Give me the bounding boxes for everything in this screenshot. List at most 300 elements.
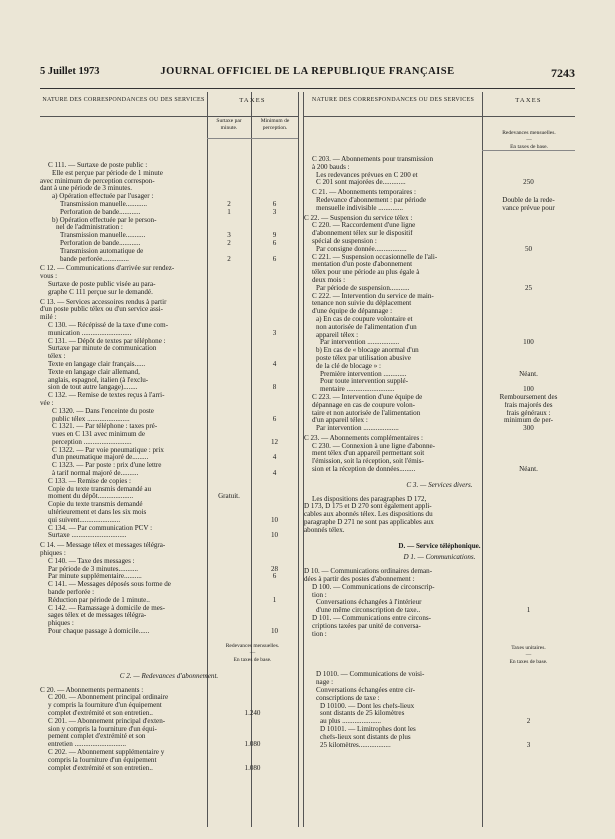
table-row (40, 314, 298, 322)
row-text: phiques : (48, 620, 74, 628)
table-row (40, 416, 298, 424)
row-text: C 141. — Messages déposés sous forme de (48, 581, 171, 589)
left-sub-surtaxe: Surtaxe par minute. (216, 118, 242, 131)
table-row (40, 478, 298, 486)
row-text: Pour toute intervention supplé- (320, 378, 409, 386)
row-text: vues en C 131 avec minimum de (52, 431, 145, 439)
row-text: D 100. — Communications de circonscrip- (312, 583, 435, 591)
page-number: 7243 (551, 66, 575, 80)
row-text: C 230. — Connexion à une ligne d'abonne- (312, 442, 436, 450)
table-row (40, 447, 298, 455)
row-value: 1 (227, 208, 231, 216)
table-row (304, 205, 575, 213)
section-communications: D 1. — Communications. (403, 553, 476, 562)
row-text: à 200 bauds : (312, 163, 350, 171)
table-row (304, 458, 575, 466)
row-value: 2 (227, 239, 231, 247)
row-text: chefs-lieux sont distants de plus (320, 733, 411, 741)
row-text: munication ............................ (48, 329, 132, 337)
row-text: C 201. — Abonnement principal d'exten- (48, 717, 166, 725)
table-row (40, 423, 298, 431)
table-row (40, 550, 298, 558)
row-text: C 200. — Abonnement principal ordinaire (48, 694, 169, 702)
row-text: C 133. — Remise de copies : (48, 477, 131, 485)
row-text: a) En cas de coupure volontaire et (316, 315, 413, 323)
table-row (304, 156, 575, 164)
row-value: 2 (227, 200, 231, 208)
row-text: D 10101. — Limitrophes dont les (320, 726, 416, 733)
table-row (304, 172, 575, 180)
table-row (40, 201, 298, 209)
table-row (304, 742, 575, 750)
row-text: mentation d'un poste d'abonnement (312, 261, 413, 269)
row-text: C 1320. — Dans l'enceinte du poste (52, 407, 154, 415)
row-text: Transmission manuelle............ (60, 200, 148, 208)
row-text: à tarif normal majoré de.......... (52, 470, 139, 478)
table-row (304, 230, 575, 238)
table-row (40, 162, 298, 170)
table-row (40, 532, 298, 540)
row-text: anglais, espagnol, italien (à l'exclu- (48, 376, 149, 384)
row-text: deux mois : (312, 276, 346, 284)
row-value: 1.080 (244, 741, 261, 749)
row-text: C 20. — Abonnements permanents : (40, 686, 144, 694)
row-value: 4 (272, 360, 277, 368)
table-row (304, 332, 575, 340)
row-text: de la clé de blocage » : (316, 362, 381, 370)
taxes-band-line3: En taxes de base. (509, 659, 548, 666)
table-row (40, 620, 298, 628)
row-text: tenance non suivie du déplacement (312, 300, 412, 308)
row-value: 6 (272, 415, 277, 423)
table-row (304, 164, 575, 172)
row-text: l'émission, soit la réception, soit l'émis- (312, 458, 424, 466)
row-value: 100 (523, 339, 534, 347)
row-text: spécial de suspension : (312, 237, 377, 245)
row-text: d'une même circonscription de taxe.. (316, 607, 421, 615)
table-row (40, 749, 298, 757)
row-text: Réduction par période de 1 minute.. (48, 596, 150, 604)
table-row (304, 308, 575, 316)
page-header (40, 66, 575, 82)
table-row (40, 454, 298, 462)
table-row (40, 273, 298, 281)
taxes-band-line1: Taxes unitaires. (511, 645, 546, 652)
table-row (304, 261, 575, 269)
table-row (304, 254, 575, 262)
table-row (40, 217, 298, 225)
row-text: complet d'extrémité et son entretien.. (48, 764, 153, 772)
table-row (40, 462, 298, 470)
row-text: Texte en langage clair français...... (48, 360, 146, 368)
row-value: 25 (524, 284, 533, 292)
row-value: 3 (272, 208, 277, 216)
table-row (40, 702, 298, 710)
row-text: Les redevances prévues en C 200 et (316, 171, 418, 179)
table-row (40, 501, 298, 509)
row-value: 6 (272, 200, 277, 208)
table-row (304, 425, 575, 433)
table-row (40, 353, 298, 361)
table-row (40, 330, 298, 338)
row-text: d'un appareil télex : (312, 417, 368, 425)
row-text: milé : (40, 314, 57, 322)
right-sub-line2: — (526, 136, 532, 143)
row-text: Perforation de bande............ (60, 208, 141, 216)
table-row (40, 581, 298, 589)
row-value: 4 (272, 470, 277, 478)
table-row (40, 338, 298, 346)
table-row (40, 718, 298, 726)
row-text: sion de tout autre langage)........ (48, 384, 138, 392)
row-value: 28 (270, 565, 279, 573)
right-subhead (484, 130, 574, 151)
row-value: frais majorés des (504, 401, 553, 409)
row-text: Surtaxe par minute de communication (48, 345, 157, 353)
row-text: y compris la fourniture d'un équipement (48, 702, 162, 710)
taxes-band-line1: Redevances mensuelles. (225, 642, 280, 649)
row-text: qui suivent....................... (48, 516, 121, 524)
row-text: graphe C 111 perçue sur le demandé. (48, 288, 153, 296)
row-text: C 220. — Raccordement d'une ligne (312, 222, 416, 230)
row-text: tion : (312, 591, 327, 599)
left-body (40, 162, 298, 772)
row-text: Conversations échangées entre cir- (316, 687, 415, 695)
row-text: télex : (48, 353, 66, 361)
table-row (304, 703, 575, 711)
row-text: dant à une période de 3 minutes. (40, 185, 132, 193)
row-text: Conversations échangées à l'intérieur (316, 599, 422, 607)
table-row (304, 355, 575, 363)
row-text: bande perforée............... (60, 255, 129, 263)
table-row (304, 695, 575, 703)
table-row (304, 179, 575, 187)
table-row (40, 542, 298, 550)
table-row (304, 710, 575, 718)
row-text: Copie du texte transmis demandé (48, 501, 143, 509)
paragraph-line: Les dispositions des paragraphes D 172, (312, 495, 427, 503)
table-row (40, 605, 298, 613)
row-text: télex pour une période au plus égale à (312, 269, 420, 277)
row-text: C 111. — Surtaxe de poste public : (48, 162, 148, 169)
row-value: 6 (272, 239, 277, 247)
table-row (40, 710, 298, 718)
table-row (40, 299, 298, 307)
table-row (304, 277, 575, 285)
table-row (304, 671, 575, 679)
row-text: entretien ............................. (48, 741, 127, 749)
row-value: Remboursement des (499, 393, 558, 401)
paragraph-line: cables aux abonnés télex. Les dispositions du (304, 511, 433, 519)
table-row (40, 289, 298, 297)
row-value: minimum de per- (503, 417, 554, 425)
table-row (304, 726, 575, 734)
row-value: 3 (526, 741, 531, 749)
table-row (304, 631, 575, 639)
row-text: C 14. — Message télex et messages télégra- (40, 542, 166, 550)
table-row (304, 371, 575, 379)
row-text: dépannage en cas de coupure volon- (312, 401, 416, 409)
table-row (40, 369, 298, 377)
row-text: C 222. — Intervention du service de main- (312, 292, 434, 300)
table-row (304, 466, 575, 474)
row-text: d'un pneumatique majoré de......... (52, 454, 149, 462)
table-row (304, 615, 575, 623)
right-body (304, 156, 575, 749)
row-text: bande perforée : (48, 589, 95, 597)
table-row (304, 347, 575, 355)
table-row (304, 402, 575, 410)
row-text: C 1321. — Par téléphone : taxes pré- (52, 423, 158, 431)
row-text: nage : (316, 679, 334, 687)
row-text: Par intervention .................... (316, 425, 399, 433)
row-value: 6 (272, 573, 277, 581)
table-row (40, 256, 298, 264)
row-text: vée : (40, 399, 54, 407)
table-row (40, 209, 298, 217)
row-text: sont distants de 25 kilomètres (320, 710, 405, 718)
row-value: Néant. (519, 370, 538, 378)
table-row (40, 306, 298, 314)
table-row (304, 394, 575, 402)
table-row (304, 435, 575, 443)
table-row (40, 377, 298, 385)
table-row (40, 439, 298, 447)
row-text: C 13. — Services accessoires rendus à partir (40, 298, 167, 306)
row-value: 300 (523, 425, 534, 433)
row-text: Surtaxe ............................... (48, 532, 127, 540)
table-row (40, 486, 298, 494)
row-value: 4 (272, 454, 277, 462)
row-value: 1.240 (244, 710, 261, 717)
row-text: sion et la réception de données......... (312, 466, 416, 474)
table-row (304, 417, 575, 425)
row-text: d'abonnement télex sur le dispositif (312, 230, 413, 238)
table-row (40, 517, 298, 525)
row-value: vance prévue pour (502, 204, 555, 212)
row-text: avec minimum de perception correspon- (40, 177, 155, 185)
table-row (40, 741, 298, 749)
taxes-band (482, 645, 575, 666)
table-row (40, 470, 298, 478)
taxes-band (207, 643, 298, 664)
row-value: 250 (523, 179, 534, 187)
row-text: D 101. — Communications entre circons- (312, 615, 431, 623)
row-text: taire et non autorisée de l'alimentation (312, 409, 421, 417)
table-row (40, 224, 298, 232)
left-heading-taxes: TAXES (239, 97, 266, 104)
table-row (40, 687, 298, 695)
row-text: C 21. — Abonnements temporaires : (312, 189, 417, 197)
row-text: C 23. — Abonnements complémentaires : (304, 434, 423, 442)
row-value: Gratuit. (218, 493, 240, 501)
row-text: Transmission manuelle........... (60, 232, 146, 240)
row-text: compris la fourniture d'un équipement (48, 756, 157, 764)
right-column (304, 92, 575, 827)
row-text: b) Opération effectuée par le person- (52, 216, 157, 224)
table-row (40, 612, 298, 620)
row-value: 10 (270, 516, 279, 524)
table-row (304, 386, 575, 394)
row-text: C 22. — Suspension du service télex : (304, 214, 413, 222)
table-row (40, 322, 298, 330)
row-text: C 140. — Taxe des messages : (48, 557, 135, 565)
table-row (304, 285, 575, 293)
row-text: Perforation de bande............ (60, 239, 141, 247)
row-text: Par période de 3 minutes........... (48, 565, 139, 573)
table-row (304, 215, 575, 223)
table-row (304, 592, 575, 600)
row-text: Copie du texte transmis demandé au (48, 485, 152, 493)
row-value: 10 (270, 628, 279, 636)
paragraph-line: abonnés télex. (304, 526, 345, 534)
row-text: C 202. — Abonnement supplémentaire y (48, 748, 165, 756)
header-rule (40, 88, 575, 89)
row-text: complet d'extrémité et son entretien.. (48, 710, 153, 717)
row-value: 10 (270, 532, 279, 540)
row-text: C 221. — Suspension occasionnelle de l'ali- (312, 253, 438, 261)
row-text: Pour chaque passage à domicile...... (48, 628, 150, 636)
row-value: 50 (524, 245, 533, 253)
row-text: D 10. — Communications ordinaires deman- (304, 568, 433, 576)
row-text: D 10100. — Dont les chefs-lieux (320, 702, 415, 710)
left-subhead-rule (207, 138, 298, 139)
row-text: C 203. — Abonnements pour transmission (312, 156, 433, 163)
table-row (40, 726, 298, 734)
row-value: 6 (272, 255, 277, 263)
issue-date: 5 Juillet 1973 (40, 66, 100, 77)
row-text: Par consigne donnée.................. (316, 245, 407, 253)
row-text: C 134. — Par communication PCV : (48, 524, 153, 532)
table-row (40, 400, 298, 408)
right-heading-taxes: TAXES (515, 97, 542, 104)
table-row (304, 324, 575, 332)
table-row (304, 246, 575, 254)
row-text: C 12. — Communications d'arrivée sur rendez- (40, 265, 175, 273)
row-text: dées à partir des postes d'abonnement : (304, 576, 415, 584)
row-text: C 1322. — Par voie pneumatique : prix (52, 446, 164, 454)
right-sub-line3: En taxes de base. (510, 143, 548, 150)
table-row (40, 240, 298, 248)
table-row (40, 757, 298, 765)
table-row (304, 607, 575, 615)
table-row (40, 265, 298, 273)
row-value: 8 (272, 384, 277, 392)
row-text: C 201 sont majorées de............. (316, 179, 406, 187)
table-row (40, 431, 298, 439)
table-row (40, 566, 298, 574)
row-value: 12 (270, 438, 279, 446)
table-row (304, 363, 575, 371)
row-text: Redevance d'abonnement : par période (316, 196, 427, 204)
row-value: 9 (272, 232, 277, 240)
table-row (304, 568, 575, 576)
table-row (40, 248, 298, 256)
row-text: mentaire ........................... (320, 386, 395, 394)
table-row (40, 281, 298, 289)
table-row (304, 734, 575, 742)
table-row (304, 300, 575, 308)
row-value: 3 (272, 329, 277, 337)
table-row (304, 599, 575, 607)
table-row (304, 339, 575, 347)
row-value: 3 (227, 232, 231, 240)
table-row (304, 679, 575, 687)
table-row (40, 185, 298, 193)
center-divider-a (298, 92, 299, 827)
left-sub-minimum: Minimum de perception. (260, 118, 290, 131)
taxes-band-line2: — (525, 652, 532, 659)
table-row (40, 232, 298, 240)
row-text: Par minute supplémentaire.......... (48, 573, 142, 581)
row-text: ultérieurement et dans les six mois (48, 509, 147, 517)
left-column (40, 92, 298, 827)
row-text: C 132. — Remise de textes reçus à l'arri- (48, 392, 165, 400)
table-row (40, 493, 298, 501)
paragraph-line: D 173, D 175 et D 270 sont également appli- (304, 503, 432, 511)
row-text: nel de l'administration : (56, 224, 123, 232)
right-column-header (304, 92, 575, 117)
table-row (304, 316, 575, 324)
section-redevances: C 2. — Redevances d'abonnement. (119, 671, 219, 680)
left-column-header (40, 92, 298, 117)
row-value: Double de la rede- (502, 196, 555, 204)
row-value: 2 (227, 255, 231, 263)
row-text: C 130. — Récépissé de la taxe d'une com- (48, 321, 169, 329)
row-text: phiques : (40, 550, 66, 558)
section-service-telephonique: D. — Service téléphonique. (398, 541, 481, 550)
table-row (304, 576, 575, 584)
row-text: ment télex d'un appareil permettant soit (312, 450, 425, 458)
right-heading-nature: NATURE DES CORRESPONDANCES OU DES SERVICES (311, 97, 475, 103)
row-text: mensuelle indivisible .............. (316, 204, 404, 212)
table-row (304, 197, 575, 205)
table-row (40, 178, 298, 186)
table-row (304, 623, 575, 631)
table-row (304, 293, 575, 301)
journal-title: JOURNAL OFFICIEL DE LA REPUBLIQUE FRANÇAISE (160, 66, 455, 77)
table-row (304, 238, 575, 246)
row-text: C 1323. — Par poste : prix d'une lettre (52, 462, 162, 470)
row-text: perception ........................... (52, 438, 132, 446)
section-services-divers: C 3. — Services divers. (406, 480, 473, 489)
row-value: frais généraux : (506, 409, 551, 417)
right-subhead-rule (482, 150, 575, 151)
table-row (40, 573, 298, 581)
table-row (40, 193, 298, 201)
table-row (40, 558, 298, 566)
row-text: d'un poste public télex ou d'un service assi- (40, 306, 163, 314)
table-row (40, 345, 298, 353)
table-row (304, 450, 575, 458)
row-text: C 223. — Intervention d'une équipe de (312, 393, 423, 401)
table-row (40, 597, 298, 605)
row-text: pement complet d'extrémité et son (48, 733, 146, 741)
row-text: Texte en langage clair allemand, (48, 368, 140, 376)
table-row (304, 189, 575, 197)
row-value: 1 (272, 596, 277, 604)
taxes-band-line2: — (249, 649, 256, 656)
row-text: 25 kilomètres.................. (320, 741, 391, 749)
table-row (40, 408, 298, 416)
right-sub-line1: Redevances mensuelles. (502, 130, 556, 136)
left-heading-nature: NATURE DES CORRESPONDANCES OU DES SERVICES (42, 97, 205, 103)
row-text: poste télex par utilisation abusive (316, 354, 411, 362)
paragraph-line: paragraphe D 271 ne sont pas applicables aux (304, 519, 434, 527)
row-text: b) En cas de « blocage anormal d'un (316, 347, 419, 355)
row-text: Transmission automatique de (60, 247, 144, 255)
table-row (40, 384, 298, 392)
